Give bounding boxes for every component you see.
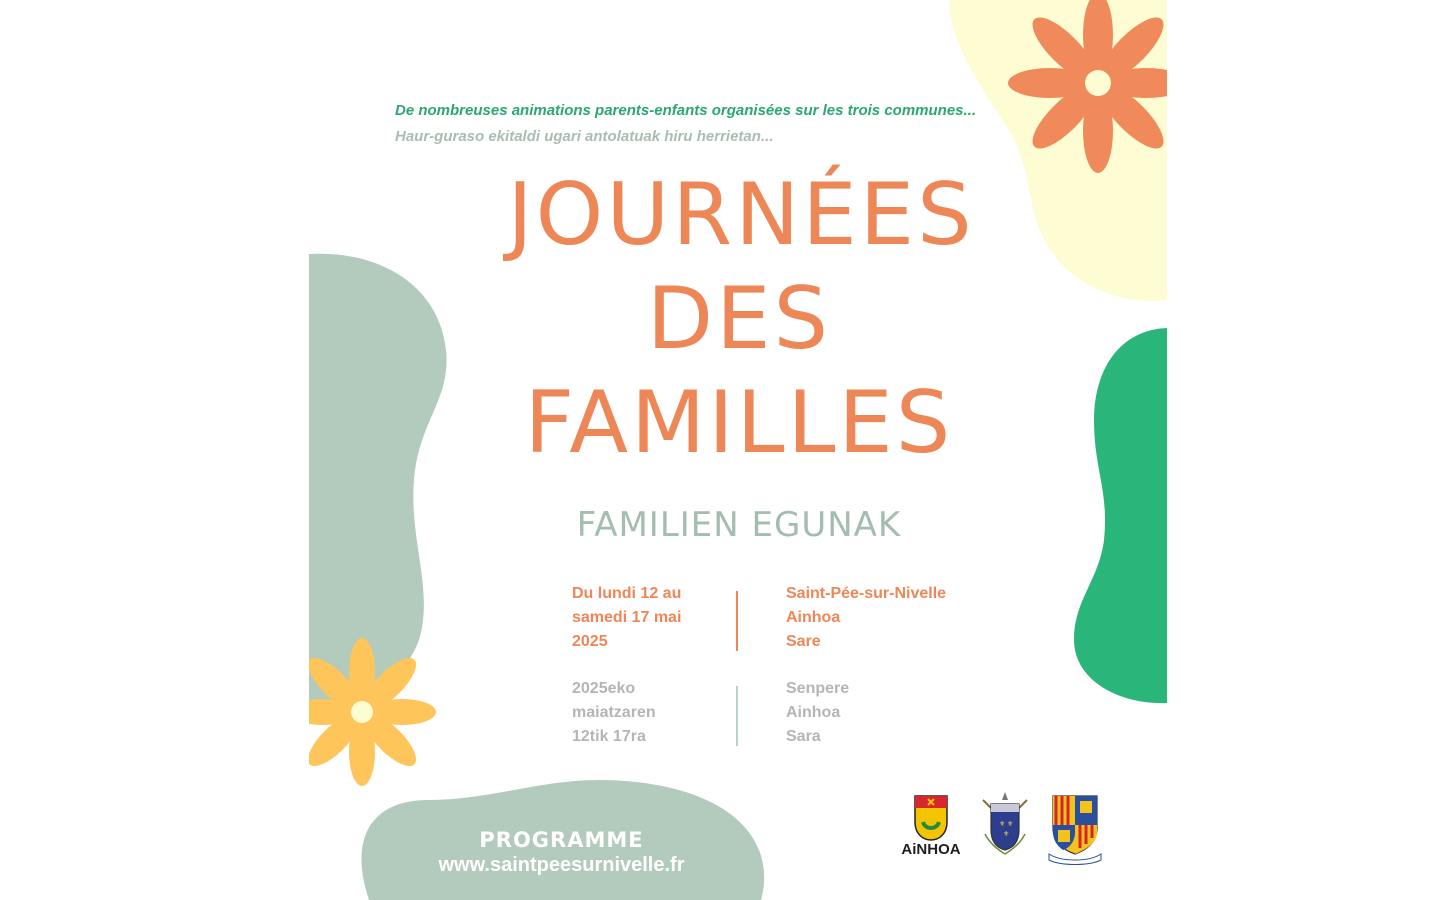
intro-text-basque: Haur-guraso ekitaldi ugari antolatuak hiru herrietan... bbox=[395, 128, 774, 145]
programme-link[interactable]: www.saintpeesurnivelle.fr bbox=[438, 854, 685, 876]
places-basque bbox=[786, 677, 849, 749]
place-name: Sara bbox=[786, 728, 821, 745]
svg-text:⚜: ⚜ bbox=[999, 820, 1006, 828]
dates-basque-line: maiatzaren bbox=[572, 704, 656, 721]
ainhoa-wordmark: AiNHOA bbox=[901, 841, 961, 858]
place-name: Sare bbox=[786, 633, 821, 650]
programme-label: PROGRAMME bbox=[479, 828, 644, 852]
dates-basque-line: 2025eko bbox=[572, 680, 636, 697]
dates-french-line: samedi 17 mai bbox=[572, 609, 682, 626]
dates-basque bbox=[572, 677, 656, 749]
title-line-1: JOURNÉES bbox=[507, 165, 975, 265]
intro-text-french: De nombreuses animations parents-enfants organisées sur les trois communes... bbox=[395, 102, 977, 119]
divider-sage bbox=[736, 686, 738, 746]
sara-coat-of-arms-icon bbox=[1047, 792, 1103, 866]
sage-blob-left bbox=[309, 254, 447, 720]
divider-orange bbox=[736, 591, 738, 651]
basque-subtitle: FAMILIEN EGUNAK bbox=[576, 505, 902, 545]
dates-basque-line: 12tik 17ra bbox=[572, 728, 646, 745]
places-french bbox=[786, 582, 946, 654]
place-name: Senpere bbox=[786, 680, 850, 697]
title-line-2: DES bbox=[646, 269, 832, 369]
svg-text:⚜: ⚜ bbox=[1007, 820, 1014, 828]
dates-french-line: Du lundi 12 au bbox=[572, 585, 682, 602]
dates-french bbox=[572, 582, 681, 654]
place-name: Ainhoa bbox=[786, 704, 841, 721]
place-name: Ainhoa bbox=[786, 609, 841, 626]
place-name: Saint-Pée-sur-Nivelle bbox=[786, 585, 947, 602]
dates-french-line: 2025 bbox=[572, 633, 608, 650]
senpere-coat-of-arms-icon bbox=[977, 790, 1033, 862]
event-poster bbox=[309, 0, 1167, 900]
green-blob-right bbox=[1074, 328, 1167, 703]
title-line-3: FAMILLES bbox=[524, 373, 954, 473]
svg-text:⚜: ⚜ bbox=[1003, 830, 1010, 838]
